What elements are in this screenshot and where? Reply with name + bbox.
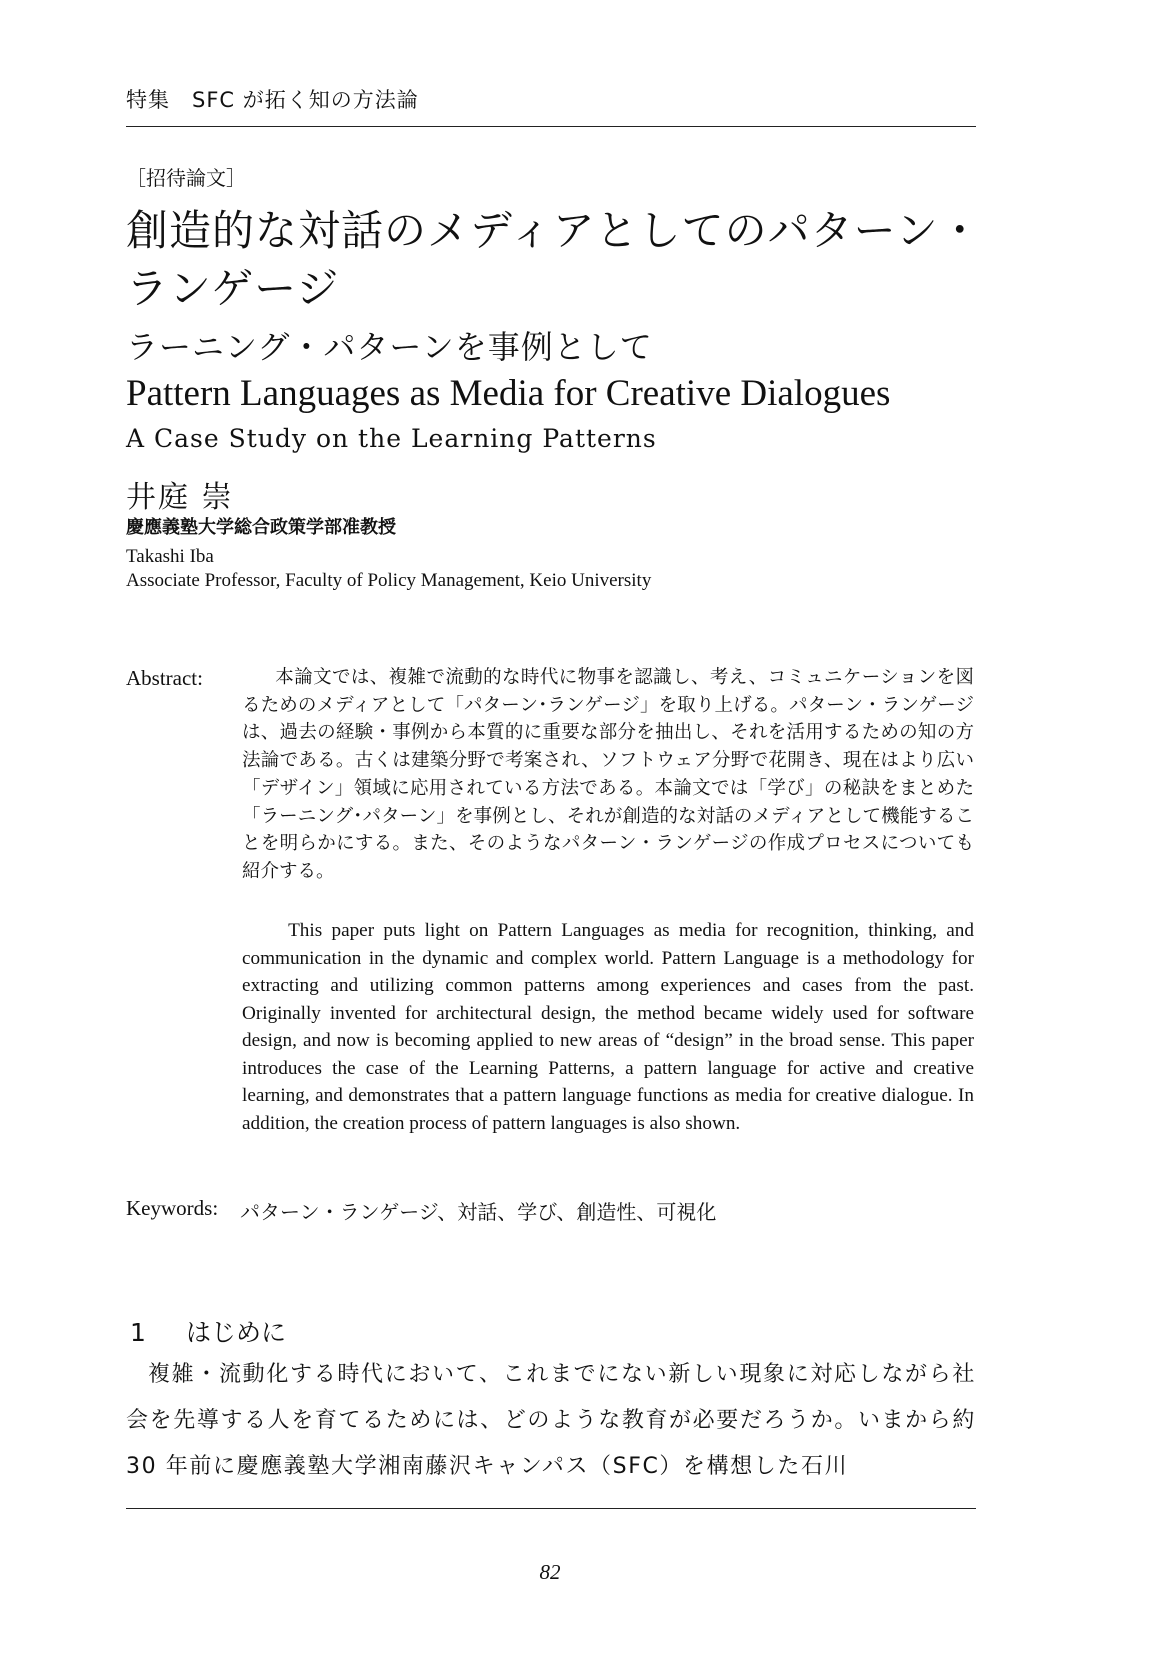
author-affiliation-en: Associate Professor, Faculty of Policy Management, Keio University xyxy=(126,570,652,591)
section-number: 1 xyxy=(130,1318,146,1347)
title-ja-line2: ランゲージ xyxy=(126,264,340,313)
abstract-text-en: This paper puts light on Pattern Languages as media for recognition, thinking, and communication in the dynamic and complex world. Pattern Language is a methodology for extracting and utilizing common patterns among experiences and cases from the past. Originally invented for architectural design, the method became widely used for software design, and now is becoming applied to new areas of “design” in the broad sense. This paper introduces the case of the Learning Patterns, a pattern language for active and creative learning, and demonstrates that a pattern language functions as media for creative dialogue. In addition, the creation process of pattern languages is also shown. xyxy=(242,920,974,1134)
subtitle-ja: ラーニング・パターンを事例として xyxy=(126,328,653,366)
author-name-ja: 井庭 崇 xyxy=(126,480,234,515)
abstract-label: Abstract: xyxy=(126,666,203,690)
keywords-text: パターン・ランゲージ、対話、学び、創造性、可視化 xyxy=(240,1200,717,1224)
title-ja-line1: 創造的な対話のメディアとしてのパターン・ xyxy=(126,206,982,255)
title-en: Pattern Languages as Media for Creative Dialogues xyxy=(126,373,891,414)
section-heading xyxy=(130,1313,286,1349)
author-affiliation-ja: 慶應義塾大学総合政策学部准教授 xyxy=(126,517,396,538)
abstract-text-ja: 本論文では、複雑で流動的な時代に物事を認識し、考え、コミュニケーションを図るためのメディアとして「パターン･ランゲージ」を取り上げる。パターン・ランゲージは、過去の経験・事例から本質的に重要な部分を抽出し、それを活用するための知の方法論である。古くは建築分野で考案され、ソフトウェア分野で花開き、現在はより広い「デザイン」領域に応用されている方法である。本論文では「学び」の秘訣をまとめた「ラーニング･パターン」を事例とし、それが創造的な対話のメディアとして機能することを明らかにする。また、そのようなパターン・ランゲージの作成プロセスについても紹介する。 xyxy=(242,667,974,882)
author-name-en: Takashi Iba xyxy=(126,546,214,567)
page-number: 82 xyxy=(539,1560,561,1584)
footer-rule xyxy=(126,1508,976,1509)
title-ja xyxy=(126,202,986,318)
subtitle-en: A Case Study on the Learning Patterns xyxy=(126,424,657,453)
section-body-text: 複雑・流動化する時代において、これまでにない新しい現象に対応しながら社会を先導する人を育てるためには、どのような教育が必要だろうか。いまから約 30 年前に慶應義塾大学湘南藤沢キャンパス（SFC）を構想した石川 xyxy=(126,1362,976,1479)
running-head: 特集 SFC が拓く知の方法論 xyxy=(126,88,419,112)
paper-type-label: ［招待論文］ xyxy=(126,166,246,190)
keywords-label: Keywords: xyxy=(126,1196,219,1220)
header-rule xyxy=(126,126,976,127)
section-title: はじめに xyxy=(186,1318,287,1347)
